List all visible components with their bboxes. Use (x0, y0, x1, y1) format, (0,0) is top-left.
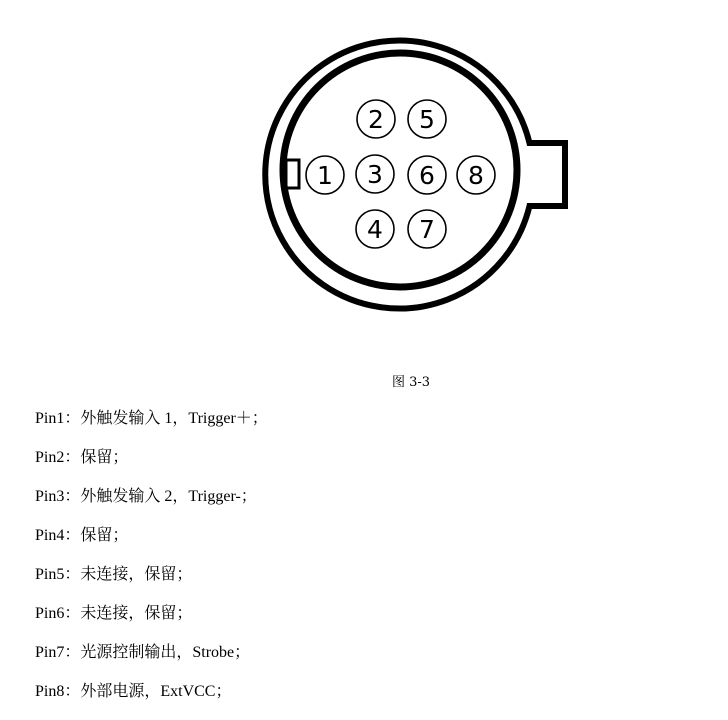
pin-separator: ： (64, 644, 81, 661)
pin-description: 外触发输入 2，Trigger-； (80, 488, 257, 505)
pin-group (306, 100, 495, 248)
pin-name: Pin5 (35, 566, 65, 583)
pin-description-item (35, 408, 268, 447)
pin-separator: ： (64, 683, 81, 700)
pin-description: 光源控制输出，Strobe； (80, 644, 251, 661)
pin-description-item (35, 603, 268, 642)
pin-separator: ： (64, 605, 81, 622)
pin-name: Pin6 (35, 605, 65, 622)
pin-1-label: 1 (317, 161, 333, 190)
pin-separator: ： (64, 527, 81, 544)
pin-separator: ： (64, 566, 81, 583)
pin-description: 保留； (80, 527, 129, 544)
pin-description: 未连接，保留； (80, 566, 193, 583)
figure-caption: 图 3-3 (391, 375, 431, 390)
pin-separator: ： (64, 449, 81, 466)
pin-description: 外部电源，ExtVCC； (80, 683, 232, 700)
pin-description-item (35, 447, 268, 486)
pin-name: Pin8 (35, 683, 65, 700)
pin-3-label: 3 (367, 160, 383, 189)
pin-4-label: 4 (367, 215, 383, 244)
pin-description-item (35, 525, 268, 564)
pin-7-label: 7 (419, 215, 435, 244)
pin-description: 外触发输入 1，Trigger＋； (80, 410, 268, 427)
pin-description: 未连接，保留； (80, 605, 193, 622)
pin-5-label: 5 (419, 105, 435, 134)
pin-2-label: 2 (368, 105, 384, 134)
pin-separator: ： (64, 410, 81, 427)
pin-description-item (35, 486, 268, 525)
pin-name: Pin1 (35, 410, 65, 427)
pin-description-item (35, 642, 268, 681)
pin-name: Pin4 (35, 527, 65, 544)
pin-description-list (35, 408, 268, 720)
pin-description: 保留； (80, 449, 129, 466)
pin-6-label: 6 (419, 161, 435, 190)
pin-name: Pin7 (35, 644, 65, 661)
pin-description-item (35, 681, 268, 720)
pin-name: Pin3 (35, 488, 65, 505)
pin-description-item (35, 564, 268, 603)
pin-8-label: 8 (468, 161, 484, 190)
pin-name: Pin2 (35, 449, 65, 466)
connector-left-tab (286, 160, 299, 188)
pin-separator: ： (64, 488, 81, 505)
